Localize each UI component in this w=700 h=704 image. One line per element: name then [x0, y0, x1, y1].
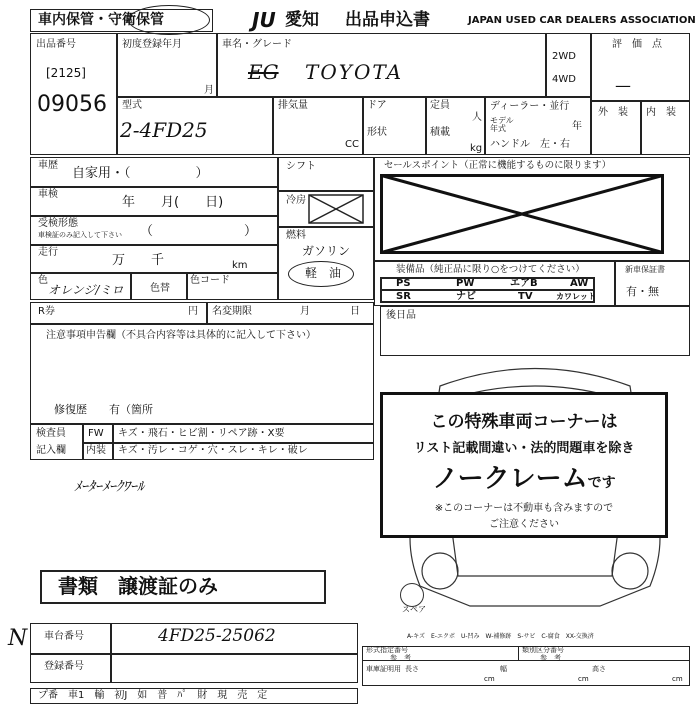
inspector-label-1: 検査員	[36, 428, 66, 439]
drive-4wd: 4WD	[552, 74, 576, 85]
recycle-yen: 円	[188, 306, 198, 317]
association-name: JAPAN USED CAR DEALERS ASSOCIATION	[468, 15, 696, 26]
width-label: 幅	[500, 665, 507, 673]
mileage-km: km	[232, 260, 248, 271]
inspector-inner-text: キズ・汚レ・コゲ・穴・スレ・キレ・破レ	[118, 445, 308, 456]
brand-name: 愛知	[285, 10, 319, 30]
inspector-label-2: 記入欄	[36, 445, 66, 456]
ac-crossed-box	[308, 194, 364, 224]
equip-aw: AW	[570, 278, 589, 289]
height-unit: cm	[672, 675, 683, 683]
history-label: 車歴	[38, 160, 58, 171]
mileage-label: 走行	[38, 247, 58, 258]
equip-pw: PW	[456, 278, 475, 289]
no-claim-notice	[380, 392, 668, 538]
shape-label: 形状	[367, 127, 387, 138]
modified-value: （ ）	[140, 224, 258, 239]
equip-carrier: カワレット	[556, 292, 596, 301]
handle-label: ハンドル 左・右	[490, 139, 570, 150]
notes-label: 注意事項申告欄（不具合内容等は具体的に記入して下さい）	[46, 330, 316, 341]
model-year-label: モデル年式	[490, 116, 514, 133]
color-code-label: 色コード	[190, 275, 230, 286]
margin-mark: N	[8, 626, 28, 651]
bottom-row-text: プ番 車1 輸 初J 如 普 ﾊﾟ 財 現 売 定	[38, 690, 268, 701]
inspection-label: 車検	[38, 189, 58, 200]
deadline-day: 日	[350, 306, 360, 317]
warranty-value: 有・無	[626, 285, 659, 298]
model-struck-value: EG	[248, 60, 279, 84]
warranty-label: 新車保証書	[625, 265, 665, 274]
dealer-label: ディーラー・並行	[490, 101, 570, 112]
spare-tire-circle	[400, 583, 424, 607]
later-items-box	[380, 306, 690, 356]
color-value: オレンジ/ミロ	[48, 283, 124, 297]
fuel-option-diesel: 軽 油	[305, 266, 342, 280]
interior-label: 内 装	[646, 107, 676, 118]
lot-number: 09056	[37, 92, 107, 117]
notice-line-1: この特殊車両コーナーは	[430, 412, 618, 432]
length-unit: cm	[484, 675, 495, 683]
recycle-label: R券	[38, 306, 55, 317]
notice-note-2: ご注意ください	[489, 519, 559, 530]
load-unit: kg	[470, 143, 483, 154]
model-value: TOYOTA	[305, 60, 404, 84]
inspector-inner: 内装	[86, 445, 106, 456]
shift-label: シフト	[286, 161, 316, 172]
first-reg-month-unit: 月	[204, 85, 214, 96]
notice-no-claim: ノークレーム	[432, 464, 588, 494]
model-label: 車名・グレード	[222, 39, 292, 50]
storage-label: 車内保管・守衛保管	[38, 12, 164, 28]
spare-label: スペア	[402, 605, 426, 614]
cc-unit: CC	[345, 139, 359, 150]
reg-label: 登録番号	[44, 661, 84, 672]
repair-label: 修復歴 有（箇所	[54, 403, 153, 416]
first-reg-label: 初度登録年月	[122, 39, 182, 50]
equip-ps: PS	[396, 278, 411, 289]
exterior-label: 外 装	[598, 107, 628, 118]
recycle-row	[30, 302, 374, 324]
later-items-label: 後日品	[386, 310, 416, 321]
type-value: 2-4FD25	[120, 118, 208, 142]
storage-circle-mark	[128, 5, 210, 35]
equip-navi: ナビ	[456, 291, 476, 302]
notice-note-1: ※このコーナーは不動車も含みますので	[434, 503, 614, 514]
class-number-label: 類別区分番号	[522, 646, 564, 654]
fuel-label: 燃料	[286, 230, 306, 241]
reference-label-2: 参 考	[540, 654, 561, 662]
modified-note: 車検証のみ記入して下さい	[38, 231, 122, 239]
notice-desu: です	[587, 475, 616, 491]
sales-point-crossed-box	[380, 174, 664, 254]
inspection-value: 年 月( 日)	[122, 195, 224, 210]
type-designation-label: 形式指定番号	[366, 646, 408, 654]
fuel-option-gasoline: ガソリン	[302, 244, 351, 258]
deadline-month: 月	[300, 306, 310, 317]
brand-mark-logo: JU	[252, 8, 276, 32]
displacement-label: 排気量	[278, 100, 308, 111]
color-label: 色	[38, 275, 48, 286]
width-unit: cm	[578, 675, 589, 683]
modified-label: 受検形態	[38, 218, 78, 229]
equipment-label: 装備品（純正品に限り○をつけてください）	[396, 264, 585, 275]
equip-airbag: エアB	[510, 278, 538, 289]
eval-label: 評 価 点	[612, 39, 662, 50]
equip-sr: SR	[396, 291, 411, 302]
inspector-handwritten-note: ﾒｰﾀｰﾒｰｸﾜｰﾙ	[74, 479, 144, 495]
deadline-label: 名変期限	[212, 306, 252, 317]
damage-legend: A-キズ E-エクボ U-凹み W-補修跡 S-サビ C-腐食 XX-交換済	[407, 633, 594, 640]
color-change-label: 色替	[150, 283, 170, 294]
form-title: 出品申込書	[345, 10, 430, 30]
year-unit: 年	[572, 121, 582, 132]
inspector-fw: FW	[88, 428, 104, 439]
eval-value: —	[615, 76, 631, 95]
inspector-fw-text: キズ・飛石・ヒビ割・リペア跡・X要	[118, 428, 285, 439]
capacity-unit: 人	[472, 112, 482, 123]
load-label: 積載	[430, 127, 450, 138]
lot-code: [2125]	[46, 66, 86, 80]
type-label: 型式	[122, 100, 142, 111]
ac-label: 冷房	[286, 195, 306, 206]
length-label: 長さ	[405, 665, 419, 673]
drive-2wd: 2WD	[552, 51, 576, 62]
reference-label-1: 参 考	[390, 654, 411, 662]
chassis-value: 4FD25-25062	[158, 626, 276, 646]
documents-label: 書類 譲渡証のみ	[58, 574, 218, 598]
door-label: ドア	[367, 100, 387, 111]
capacity-label: 定員	[430, 100, 450, 111]
equip-tv: TV	[518, 291, 533, 302]
height-label: 高さ	[592, 665, 606, 673]
notice-line-3	[383, 458, 665, 495]
history-value: 自家用・（ ）	[72, 166, 209, 181]
mileage-units: 万 千	[112, 253, 165, 268]
chassis-label: 車台番号	[44, 631, 84, 642]
sales-point-label: セールスポイント（正常に機能するものに限ります）	[384, 160, 612, 171]
lot-label: 出品番号	[36, 39, 76, 50]
notice-line-2: リスト記載間違い・法的問題車を除き	[413, 441, 635, 456]
cert-label: 車庫証明用	[366, 665, 401, 673]
